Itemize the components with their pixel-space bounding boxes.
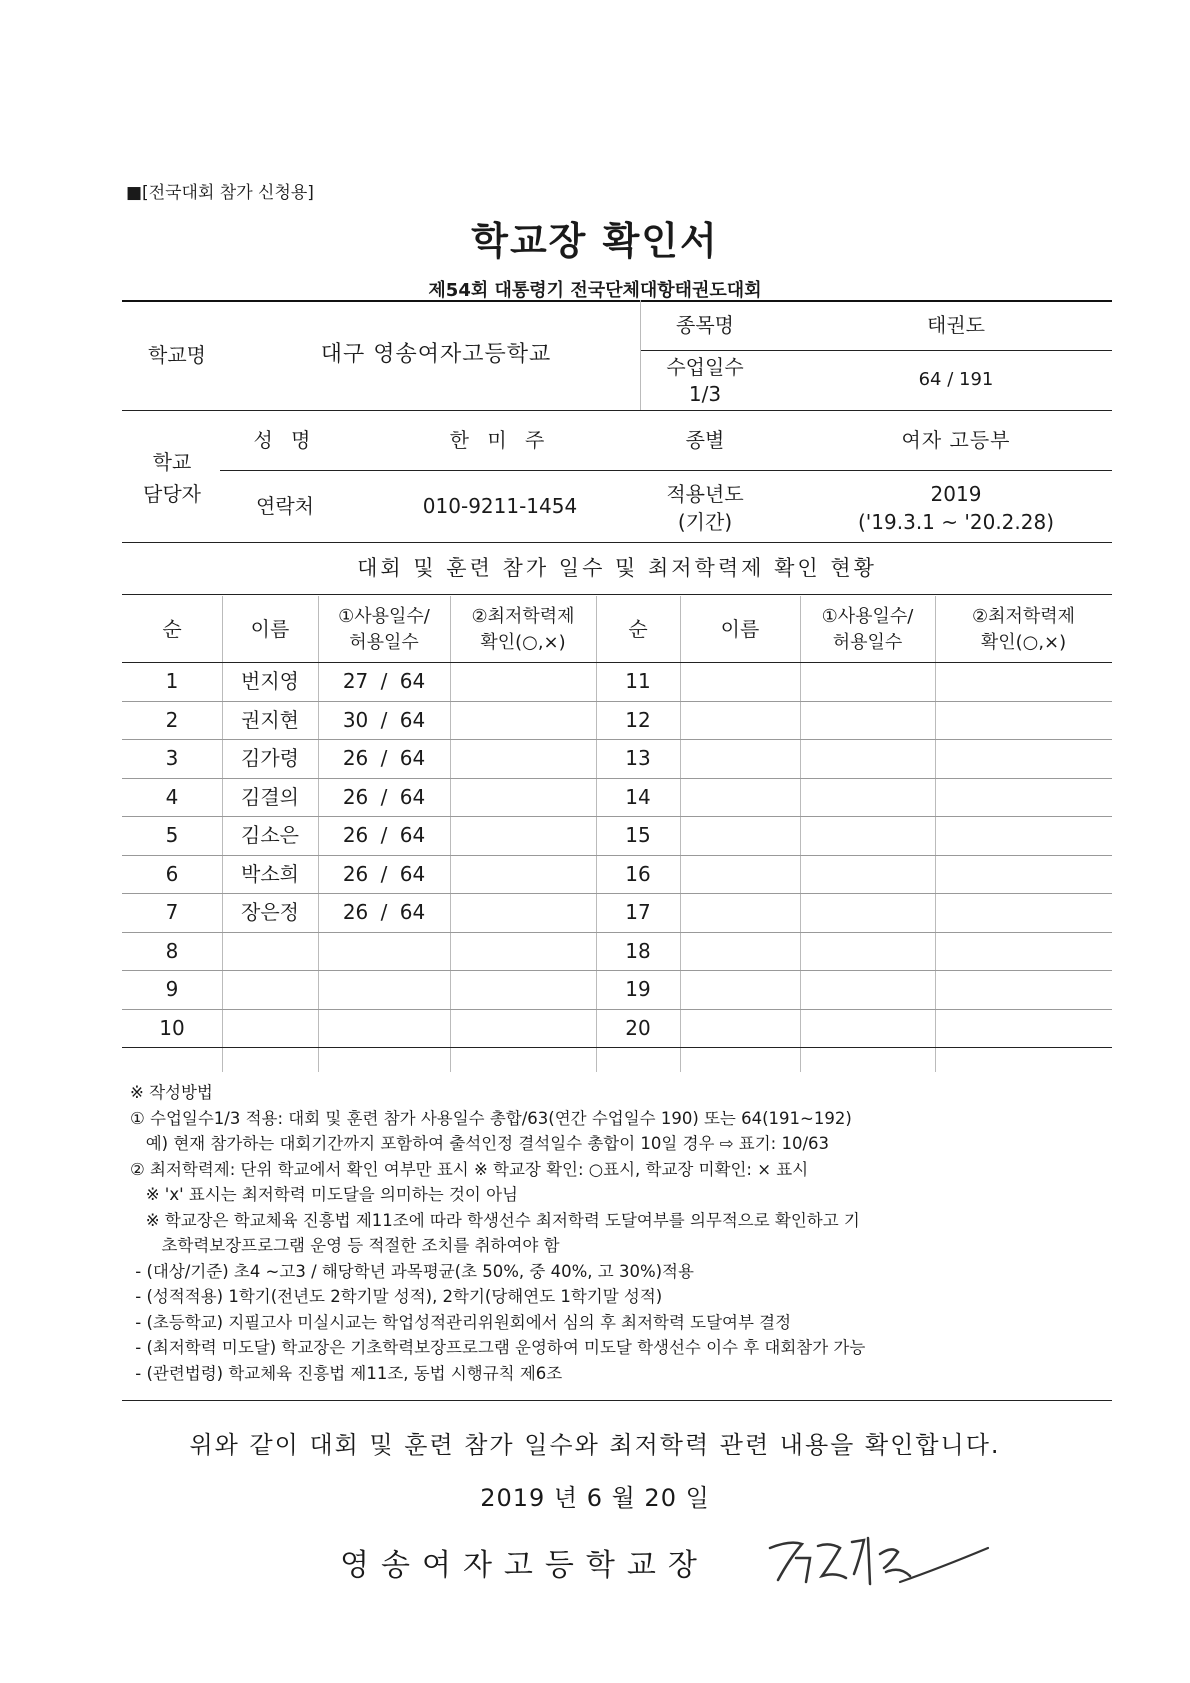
header-no-right: 순 xyxy=(628,617,648,641)
row-min xyxy=(935,1009,1112,1048)
col-divider xyxy=(318,596,319,1072)
header-min-line1: ②최저학력제 xyxy=(971,606,1076,627)
row-rule xyxy=(122,855,1112,856)
school-value: 대구 영송여자고등학교 xyxy=(320,341,552,367)
row-name: 김소은 xyxy=(241,823,299,848)
row-name xyxy=(680,893,800,932)
notes-bottom-rule xyxy=(122,1400,1112,1401)
row-rule xyxy=(122,1009,1112,1010)
row-no: 5 xyxy=(165,823,179,848)
row-days: 26 / 64 xyxy=(342,900,426,925)
row-name xyxy=(222,970,318,1009)
row-no: 2 xyxy=(165,707,179,732)
row-min xyxy=(450,739,596,778)
phone-value: 010-9211-1454 xyxy=(422,494,578,518)
row-no: 15 xyxy=(625,823,651,848)
row-no: 1 xyxy=(165,669,179,694)
row-no: 7 xyxy=(165,900,179,925)
row-days xyxy=(318,1009,450,1048)
row-no: 4 xyxy=(165,784,179,809)
year-value xyxy=(800,480,1112,536)
sport-value: 태권도 xyxy=(927,313,985,337)
row-name xyxy=(680,932,800,971)
row-no: 6 xyxy=(165,861,179,886)
section-title: 대회 및 훈련 참가 일수 및 최저학력제 확인 현황 xyxy=(357,556,877,580)
row-no: 8 xyxy=(165,938,179,963)
principal-signature xyxy=(760,1518,1000,1598)
row-days xyxy=(800,1009,935,1048)
confirmation-statement: 위와 같이 대회 및 훈련 참가 일수와 최저학력 관련 내용을 확인합니다. xyxy=(189,1431,1001,1459)
instructions xyxy=(130,1080,1110,1386)
col-divider xyxy=(935,596,936,1072)
form-type-tag: ■[전국대회 참가 신청용] xyxy=(126,183,314,203)
row-min xyxy=(450,1009,596,1048)
row-min xyxy=(935,893,1112,932)
row-days: 30 / 64 xyxy=(342,707,426,732)
row-min xyxy=(450,778,596,817)
table-top-rule xyxy=(122,594,1112,595)
row-rule xyxy=(122,893,1112,894)
row-days xyxy=(800,739,935,778)
row-min xyxy=(935,739,1112,778)
row-no: 11 xyxy=(625,669,651,694)
row-min xyxy=(935,970,1112,1009)
note-line: - (성적적용) 1학기(전년도 2학기말 성적), 2학기(당해연도 1학기말 성적) xyxy=(130,1287,663,1306)
row-name: 번지영 xyxy=(241,669,299,694)
row-rule xyxy=(122,932,1112,933)
note-line: - (관련법령) 학교체육 진흥법 제11조, 동법 시행규칙 제6조 xyxy=(130,1363,563,1383)
manager-name-value: 한 미 주 xyxy=(449,428,551,452)
year-label-line1: 적용년도 xyxy=(666,482,744,506)
row-days xyxy=(800,932,935,971)
row-no: 18 xyxy=(625,938,651,963)
row-no: 16 xyxy=(625,861,651,886)
row-name: 장은정 xyxy=(241,900,299,925)
year-label xyxy=(640,480,770,536)
row-min xyxy=(450,701,596,740)
row-name: 권지현 xyxy=(241,707,299,732)
col-divider xyxy=(450,596,451,1072)
header-min-left xyxy=(450,604,596,656)
row-days xyxy=(800,816,935,855)
row-days: 26 / 64 xyxy=(342,823,426,848)
class-days-label xyxy=(640,354,770,408)
header-bottom-rule xyxy=(122,662,1112,663)
row-min xyxy=(935,662,1112,701)
row-no: 12 xyxy=(625,707,651,732)
year-value-line1: 2019 xyxy=(930,482,982,506)
header-no-left: 순 xyxy=(162,617,182,641)
header-min-line2: 확인(○,×) xyxy=(480,632,566,653)
row-no: 20 xyxy=(625,1015,651,1040)
header-name-left: 이름 xyxy=(250,617,290,641)
row-name xyxy=(680,778,800,817)
contact-label-line1: 학교 xyxy=(152,450,192,474)
contact-label-line2: 담당자 xyxy=(143,482,201,506)
row-days xyxy=(800,970,935,1009)
row-name xyxy=(680,701,800,740)
row-days: 26 / 64 xyxy=(342,861,426,886)
contact-inner-rule xyxy=(220,470,1112,471)
header-days-line2: 허용일수 xyxy=(832,632,903,653)
contact-label xyxy=(122,446,222,510)
row-min xyxy=(450,855,596,894)
row-name xyxy=(680,662,800,701)
note-line: - (초등학교) 지필고사 미실시교는 학업성적관리위원회에서 심의 후 최저학력 도달여부 결정 xyxy=(130,1312,792,1332)
row-name xyxy=(680,855,800,894)
row-rule xyxy=(122,739,1112,740)
header-days-line2: 허용일수 xyxy=(349,632,419,653)
header-name-right: 이름 xyxy=(720,617,760,641)
row-days xyxy=(318,970,450,1009)
row-min xyxy=(935,701,1112,740)
row-rule xyxy=(122,970,1112,971)
school-label: 학교명 xyxy=(148,343,206,367)
header-days-right xyxy=(800,604,935,656)
row-rule xyxy=(122,1047,1112,1048)
division-value: 여자 고등부 xyxy=(901,428,1011,452)
row-rule xyxy=(122,701,1112,702)
row-min xyxy=(450,816,596,855)
row-min xyxy=(450,970,596,1009)
col-divider xyxy=(222,596,223,1072)
class-days-label-line1: 수업일수 xyxy=(666,355,744,379)
note-line: ① 수업일수1/3 적용: 대회 및 훈련 참가 사용일수 총합/63(연간 수업일수 190) 또는 64(191~192) xyxy=(130,1108,852,1128)
note-line: ② 최저학력제: 단위 학교에서 확인 여부만 표시 ※ 학교장 확인: ○표시, 학교장 미확인: × 표시 xyxy=(130,1159,809,1179)
row-days xyxy=(800,778,935,817)
row-min xyxy=(935,932,1112,971)
row-no: 3 xyxy=(165,746,179,771)
row-no: 14 xyxy=(625,784,651,809)
year-value-line2: ('19.3.1 ~ '20.2.28) xyxy=(857,510,1055,534)
phone-label: 연락처 xyxy=(256,494,314,518)
principal-title: 영송여자고등학교장 xyxy=(340,1548,709,1583)
row-days: 27 / 64 xyxy=(342,669,426,694)
row-days xyxy=(800,662,935,701)
row-name: 박소희 xyxy=(241,861,299,886)
row-min xyxy=(935,816,1112,855)
info-bottom-rule xyxy=(122,542,1112,543)
document-title: 학교장 확인서 xyxy=(471,219,719,263)
header-days-left xyxy=(318,604,450,656)
year-label-line2: (기간) xyxy=(677,510,733,534)
row-rule xyxy=(122,816,1112,817)
row-name xyxy=(680,739,800,778)
row-name: 김결의 xyxy=(241,784,299,809)
note-line: 예) 현재 참가하는 대회기간까지 포함하여 출석인정 결석일수 총합이 10일 경우 ⇨ 표기: 10/63 xyxy=(130,1134,830,1153)
row-no: 10 xyxy=(159,1015,185,1040)
header-days-line1: ①사용일수/ xyxy=(821,606,914,627)
row-no: 19 xyxy=(625,977,651,1002)
row-rule xyxy=(122,778,1112,779)
row-days xyxy=(318,932,450,971)
class-days-label-line2: 1/3 xyxy=(688,382,722,406)
row-days: 26 / 64 xyxy=(342,784,426,809)
note-line: 초학력보장프로그램 운영 등 적절한 조치를 취하여야 함 xyxy=(130,1236,560,1255)
header-min-line1: ②최저학력제 xyxy=(471,606,575,627)
class-days-value: 64 / 191 xyxy=(918,369,994,391)
row-min xyxy=(935,778,1112,817)
header-min-line2: 확인(○,×) xyxy=(980,632,1067,653)
row-no: 13 xyxy=(625,746,651,771)
note-line: ※ 작성방법 xyxy=(130,1083,213,1102)
col-divider xyxy=(596,596,597,1072)
row-days: 26 / 64 xyxy=(342,746,426,771)
note-line: - (대상/기준) 초4 ~고3 / 해당학년 과목평균(초 50%, 중 40%, 고 30%)적용 xyxy=(130,1261,694,1281)
sport-label: 종목명 xyxy=(676,313,734,337)
row-days xyxy=(800,701,935,740)
header-days-line1: ①사용일수/ xyxy=(338,606,430,627)
row-name xyxy=(680,816,800,855)
row-min xyxy=(450,893,596,932)
division-label: 종별 xyxy=(685,428,725,452)
row-min xyxy=(450,932,596,971)
row-min xyxy=(935,855,1112,894)
note-line: ※ 학교장은 학교체육 진흥법 제11조에 따라 학생선수 최저학력 도달여부를 의무적으로 확인하고 기 xyxy=(130,1210,860,1230)
col-divider xyxy=(800,596,801,1072)
row-no: 17 xyxy=(625,900,651,925)
note-line: ※ 'x' 표시는 최저학력 미도달을 의미하는 것이 아님 xyxy=(130,1185,518,1204)
manager-name-label: 성 명 xyxy=(253,428,317,452)
row-min xyxy=(450,662,596,701)
row-name xyxy=(222,1009,318,1048)
event-title: 제54회 대통령기 전국단체대항태권도대회 xyxy=(428,280,762,301)
note-line: - (최저학력 미도달) 학교장은 기초학력보장프로그램 운영하여 미도달 학생선수 이수 후 대회참가 가능 xyxy=(130,1338,866,1357)
row-days xyxy=(800,893,935,932)
row-name xyxy=(680,1009,800,1048)
row-name xyxy=(222,932,318,971)
header-min-right xyxy=(935,604,1112,656)
row-no: 9 xyxy=(165,977,179,1002)
row-name xyxy=(680,970,800,1009)
row-name: 김가령 xyxy=(241,746,299,771)
row-days xyxy=(800,855,935,894)
confirmation-date: 2019 년 6 월 20 일 xyxy=(480,1484,710,1512)
col-divider xyxy=(680,596,681,1072)
